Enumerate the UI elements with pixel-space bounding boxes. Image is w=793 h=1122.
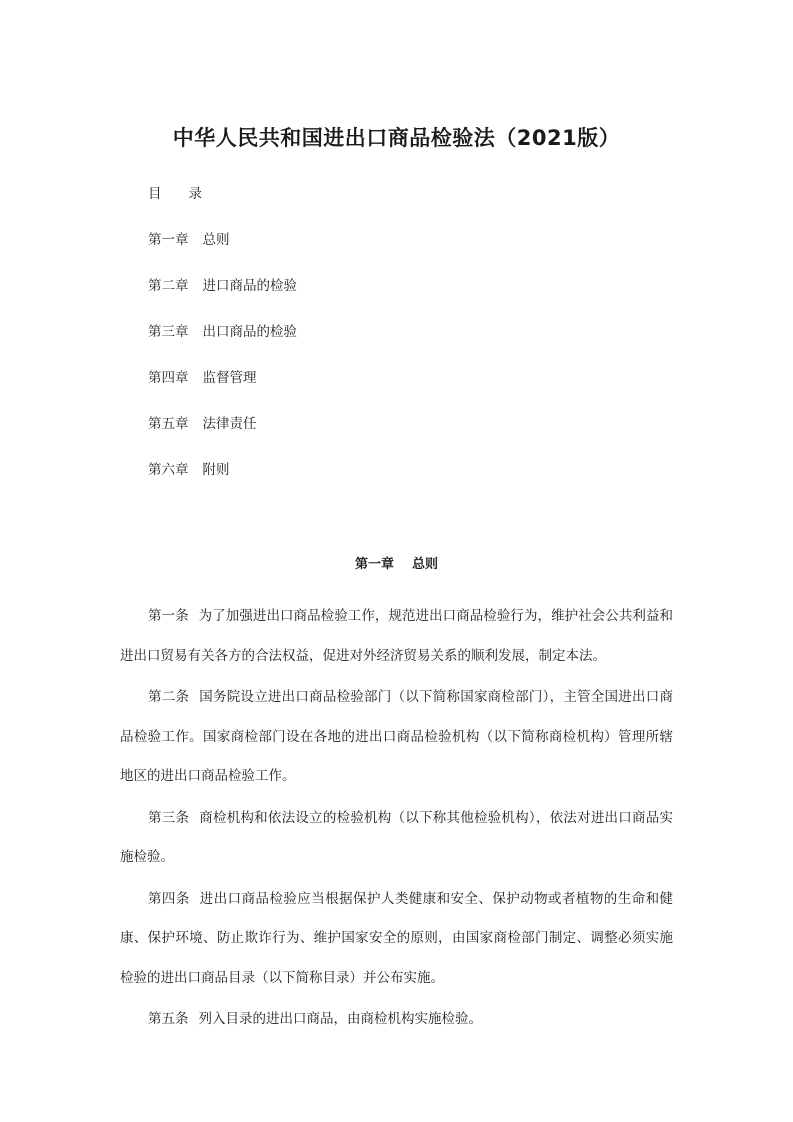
toc-item-chapter-2[interactable]	[148, 278, 297, 324]
toc-chapter-number: 第三章	[148, 324, 189, 340]
article-number: 第五条	[148, 1011, 189, 1027]
chapter-heading	[0, 553, 793, 572]
article-text: 国务院设立进出口商品检验部门（以下简称国家商检部门），主管全国进出口商品检验工作。国家商检部门设在各地的进出口商品检验机构（以下简称商检机构）管理所辖地区的进出口商品检验工作。	[120, 689, 674, 784]
article-number: 第四条	[148, 890, 190, 907]
article-text: 进出口商品检验应当根据保护人类健康和安全、保护动物或者植物的生命和健康、保护环境、防止欺诈行为、维护国家安全的原则，由国家商检部门制定、调整必须实施检验的进出口商品目录（以下简称目录）并公布实施。	[120, 890, 674, 986]
toc-chapter-number: 第五章	[148, 416, 189, 432]
toc-chapter-number: 第六章	[148, 462, 189, 478]
toc-item-chapter-1[interactable]	[148, 232, 297, 278]
toc-chapter-name: 监督管理	[202, 370, 257, 386]
document-title: 中华人民共和国进出口商品检验法（2021版）	[172, 126, 621, 150]
toc-chapter-number: 第一章	[148, 232, 189, 248]
article-number: 第二条	[148, 689, 190, 705]
toc-item-chapter-6[interactable]	[148, 462, 297, 508]
article-text: 列入目录的进出口商品，由商检机构实施检验。	[198, 1011, 482, 1027]
chapter-name: 总则	[412, 557, 439, 572]
article-number: 第一条	[148, 608, 189, 624]
article-list	[120, 597, 673, 1042]
article-text: 商检机构和依法设立的检验机构（以下称其他检验机构），依法对进出口商品实施检验。	[120, 809, 674, 865]
article-3	[120, 799, 673, 878]
toc-item-chapter-3[interactable]	[148, 324, 297, 370]
toc-chapter-number: 第二章	[148, 278, 189, 294]
toc-item-chapter-5[interactable]	[148, 416, 297, 462]
toc-chapter-name: 附则	[202, 462, 230, 478]
toc-heading: 目 录	[148, 186, 202, 202]
toc-chapter-name: 出口商品的检验	[202, 324, 297, 340]
toc-chapter-name: 进口商品的检验	[202, 278, 297, 294]
article-text: 为了加强进出口商品检验工作，规范进出口商品检验行为，维护社会公共利益和进出口贸易有关各方的合法权益，促进对外经济贸易关系的顺利发展，制定本法。	[120, 608, 674, 664]
article-number: 第三条	[148, 809, 190, 826]
toc-item-chapter-4[interactable]	[148, 370, 297, 416]
article-1	[120, 597, 673, 676]
article-2	[120, 678, 673, 797]
toc-chapter-name: 总则	[202, 232, 230, 248]
toc-chapter-number: 第四章	[148, 370, 189, 386]
toc-chapter-name: 法律责任	[202, 416, 257, 432]
table-of-contents	[148, 186, 297, 508]
article-5	[120, 1000, 673, 1040]
article-4	[120, 880, 673, 999]
chapter-number: 第一章	[354, 557, 394, 572]
